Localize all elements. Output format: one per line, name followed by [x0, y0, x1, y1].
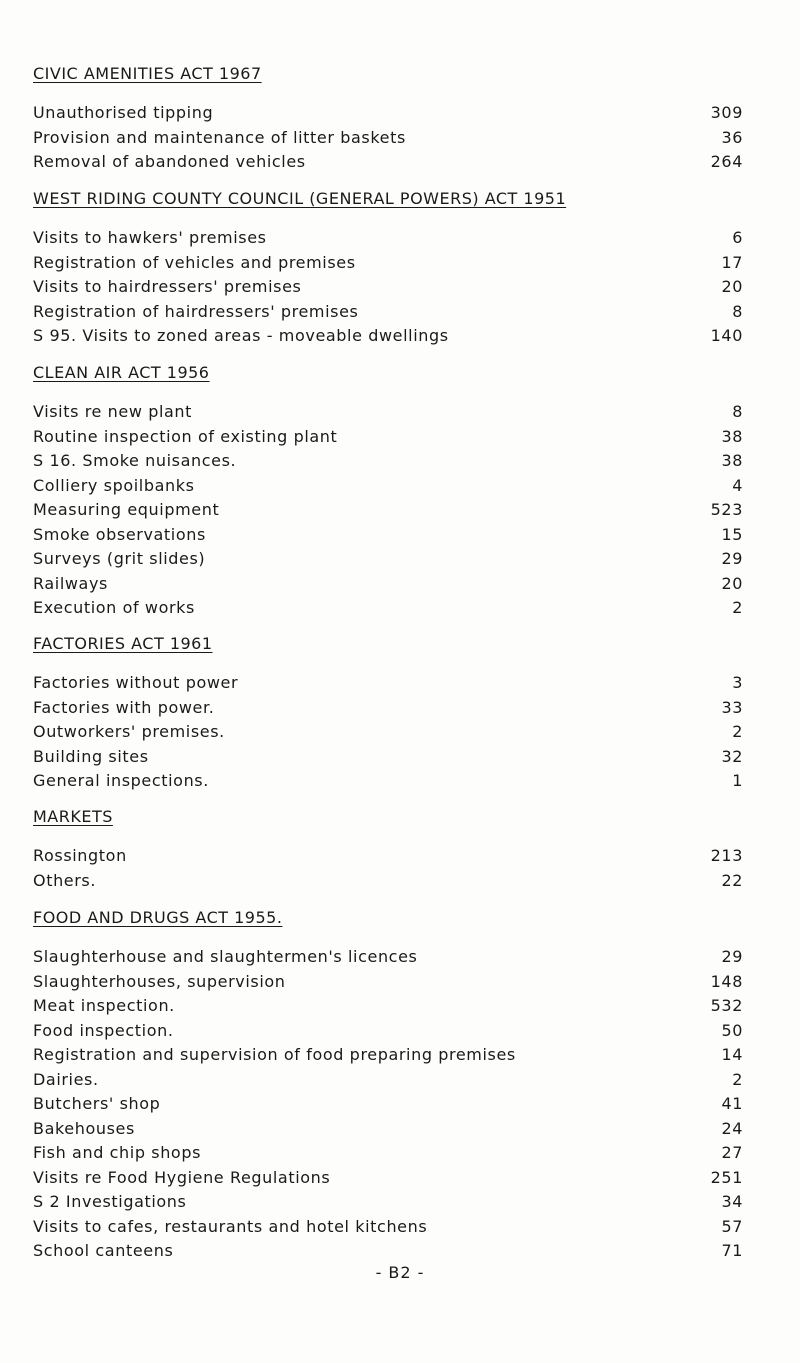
row-label: Visits to hairdressers' premises [33, 277, 302, 296]
table-row [33, 324, 743, 349]
table-row [33, 572, 743, 597]
row-value: 27 [721, 1143, 743, 1162]
row-label: Visits to hawkers' premises [33, 228, 267, 247]
table-row [33, 1166, 743, 1191]
section-clean-air [33, 361, 743, 621]
row-label: Visits re Food Hygiene Regulations [33, 1167, 331, 1187]
row-label: Registration and supervision of food preparing premises [33, 1045, 516, 1064]
row-label: Fish and chip shops [33, 1143, 202, 1162]
row-label: School canteens [33, 1241, 174, 1260]
row-value: 148 [710, 971, 743, 991]
row-label: Food inspection. [33, 1020, 174, 1040]
row-label: Provision and maintenance of litter baskets [33, 127, 406, 147]
row-label: Visits re new plant [33, 402, 193, 421]
row-label: Routine inspection of existing plant [33, 426, 338, 446]
table-row [33, 869, 743, 894]
row-label: Slaughterhouses, supervision [33, 971, 286, 991]
row-label: Rossington [33, 846, 127, 865]
section-heading: FOOD AND DRUGS ACT 1955. [33, 908, 283, 927]
table-row [33, 1117, 743, 1142]
section-west-riding [33, 187, 743, 349]
row-value: 523 [710, 500, 743, 519]
section-factories [33, 632, 743, 794]
table-row [33, 1043, 743, 1068]
row-label: S 16. Smoke nuisances. [33, 451, 237, 470]
row-value: 24 [721, 1118, 743, 1138]
table-row [33, 720, 743, 745]
table-row [33, 300, 743, 325]
row-label: Railways [33, 573, 108, 593]
section-heading: CIVIC AMENITIES ACT 1967 [33, 64, 262, 83]
row-value: 251 [710, 1167, 743, 1187]
section-markets [33, 805, 743, 893]
row-value: 8 [732, 402, 743, 421]
section-heading: FACTORIES ACT 1961 [33, 634, 213, 653]
table-row [33, 1215, 743, 1240]
table-row [33, 126, 743, 151]
table-row [33, 1239, 743, 1264]
table-row [33, 101, 743, 126]
row-label: Execution of works [33, 598, 195, 617]
section-heading: CLEAN AIR ACT 1956 [33, 363, 210, 382]
table-row [33, 251, 743, 276]
row-value: 309 [710, 103, 743, 122]
row-value: 213 [710, 846, 743, 865]
table-row [33, 474, 743, 499]
table-row [33, 945, 743, 970]
table-row [33, 400, 743, 425]
row-value: 38 [721, 451, 743, 470]
table-row [33, 769, 743, 794]
table-row [33, 1019, 743, 1044]
row-value: 1 [732, 771, 743, 790]
row-value: 264 [710, 152, 743, 171]
row-value: 532 [710, 996, 743, 1015]
row-label: Registration of hairdressers' premises [33, 301, 359, 321]
table-row [33, 275, 743, 300]
row-value: 2 [732, 722, 743, 741]
table-row [33, 150, 743, 175]
row-value: 20 [721, 277, 743, 296]
row-label: Slaughterhouse and slaughtermen's licences [33, 947, 418, 966]
row-value: 29 [721, 947, 743, 966]
table-row [33, 1141, 743, 1166]
table-row [33, 547, 743, 572]
table-row [33, 1068, 743, 1093]
row-label: Building sites [33, 746, 149, 766]
row-label: Factories without power [33, 673, 239, 692]
row-value: 6 [732, 228, 743, 247]
row-label: Outworkers' premises. [33, 722, 225, 741]
row-value: 33 [721, 697, 743, 717]
row-value: 22 [721, 870, 743, 890]
table-row [33, 1190, 743, 1215]
table-row [33, 1092, 743, 1117]
row-label: Surveys (grit slides) [33, 549, 206, 568]
row-label: Removal of abandoned vehicles [33, 152, 306, 171]
section-civic-amenities [33, 62, 743, 175]
table-row [33, 671, 743, 696]
row-value: 32 [721, 746, 743, 766]
row-value: 34 [721, 1192, 743, 1211]
row-label: Colliery spoilbanks [33, 475, 195, 495]
row-value: 20 [721, 573, 743, 593]
row-label: Butchers' shop [33, 1094, 161, 1113]
table-row [33, 596, 743, 621]
row-value: 57 [721, 1216, 743, 1236]
row-value: 3 [732, 673, 743, 692]
row-value: 71 [721, 1241, 743, 1260]
row-value: 29 [721, 549, 743, 568]
row-value: 36 [721, 127, 743, 147]
row-label: S 2 Investigations [33, 1192, 187, 1211]
section-heading: MARKETS [33, 807, 113, 826]
row-value: 38 [721, 426, 743, 446]
section-food-and-drugs [33, 906, 743, 1264]
row-label: Visits to cafes, restaurants and hotel kitchens [33, 1216, 428, 1236]
row-value: 14 [721, 1045, 743, 1064]
row-label: Bakehouses [33, 1118, 135, 1138]
row-value: 2 [732, 598, 743, 617]
row-label: Unauthorised tipping [33, 103, 214, 122]
table-row [33, 425, 743, 450]
table-row [33, 970, 743, 995]
row-value: 50 [721, 1020, 743, 1040]
row-label: General inspections. [33, 771, 209, 790]
row-label: Meat inspection. [33, 996, 175, 1015]
page-number: - B2 - [375, 1263, 425, 1282]
row-label: Factories with power. [33, 697, 215, 717]
table-row [33, 745, 743, 770]
row-label: Smoke observations [33, 524, 206, 544]
row-value: 8 [732, 301, 743, 321]
row-label: Measuring equipment [33, 500, 220, 519]
table-row [33, 844, 743, 869]
row-value: 2 [732, 1069, 743, 1089]
row-value: 140 [710, 326, 743, 345]
table-row [33, 449, 743, 474]
table-row [33, 226, 743, 251]
table-row [33, 994, 743, 1019]
row-value: 4 [732, 475, 743, 495]
row-label: Dairies. [33, 1069, 99, 1089]
row-label: Others. [33, 870, 97, 890]
table-row [33, 523, 743, 548]
row-label: S 95. Visits to zoned areas - moveable dwellings [33, 326, 449, 345]
section-heading: WEST RIDING COUNTY COUNCIL (GENERAL POWERS) ACT 1951 [33, 189, 567, 208]
row-label: Registration of vehicles and premises [33, 252, 356, 272]
row-value: 15 [721, 524, 743, 544]
row-value: 41 [721, 1094, 743, 1113]
table-row [33, 696, 743, 721]
table-row [33, 498, 743, 523]
row-value: 17 [721, 252, 743, 272]
